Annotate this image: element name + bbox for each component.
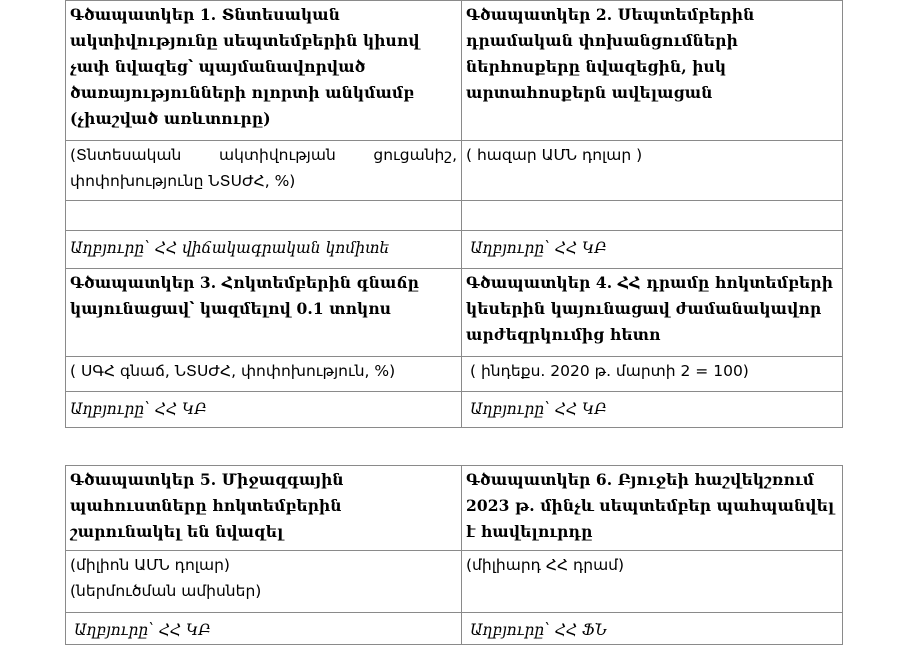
figure-4-source: Աղբյուրը՝ ՀՀ ԿԲ xyxy=(462,392,843,428)
figure-1-source: Աղբյուրը՝ ՀՀ վիճակագրական կոմիտե xyxy=(66,231,462,269)
figure-3-unit: ( ՍԳՀ գնաճ, ՆՏՍԺՀ, փոփոխություն, %) xyxy=(66,357,462,392)
figure-1-title: Գծապատկեր 1. Տնտեսական ակտիվությունը սեպտեմբերին կիսով չափ նվազեց՝ պայմանավորված ծառայությունների ոլորտի անկմամբ (չիաշված առևտուրը) xyxy=(66,1,462,141)
figure-6-unit: (միլիարդ ՀՀ դրամ) xyxy=(462,551,843,613)
figure-5-source: Աղբյուրը՝ ՀՀ ԿԲ xyxy=(66,613,462,645)
figure-5-unit-line-2: (ներմուծման ամիսներ) xyxy=(70,582,262,600)
figure-6-source: Աղբյուրը՝ ՀՀ ՖՆ xyxy=(462,613,843,645)
figure-1-unit: (Տնտեսական ակտիվության ցուցանիշ, փոփոխությունը ՆՏՍԺՀ, %) xyxy=(66,141,462,201)
figure-1-chart-area xyxy=(66,201,462,231)
figure-5-unit xyxy=(66,551,462,613)
figures-table-1 xyxy=(65,0,843,428)
figure-4-unit: ( ինդեքս. 2020 թ. մարտի 2 = 100) xyxy=(462,357,843,392)
figure-3-source: Աղբյուրը՝ ՀՀ ԿԲ xyxy=(66,392,462,428)
figure-2-chart-area xyxy=(462,201,843,231)
figure-5-title: Գծապատկեր 5. Միջազգային պահուստները հոկտեմբերին շարունակել են նվազել xyxy=(66,466,462,551)
figure-5-unit-line-1: (միլիոն ԱՄՆ դոլար) xyxy=(70,556,230,574)
figures-table-2 xyxy=(65,465,843,645)
figure-4-title: Գծապատկեր 4. ՀՀ դրամը հոկտեմբերի կեսերին կայունացավ ժամանակավոր արժեզրկումից հետո xyxy=(462,269,843,357)
figure-2-source: Աղբյուրը՝ ՀՀ ԿԲ xyxy=(462,231,843,269)
figure-2-unit: ( հազար ԱՄՆ դոլար ) xyxy=(462,141,843,201)
figure-3-title: Գծապատկեր 3. Հոկտեմբերին գնաճը կայունացավ՝ կազմելով 0.1 տոկոս xyxy=(66,269,462,357)
figure-2-title: Գծապատկեր 2. Սեպտեմբերին դրամական փոխանցումների ներհոսքերը նվազեցին, իսկ արտահոսքերն ավելացան xyxy=(462,1,843,141)
figure-6-title: Գծապատկեր 6. Բյուջեի հաշվեկշռում 2023 թ. մինչև սեպտեմբեր պահպանվել է հավելուրդը xyxy=(462,466,843,551)
